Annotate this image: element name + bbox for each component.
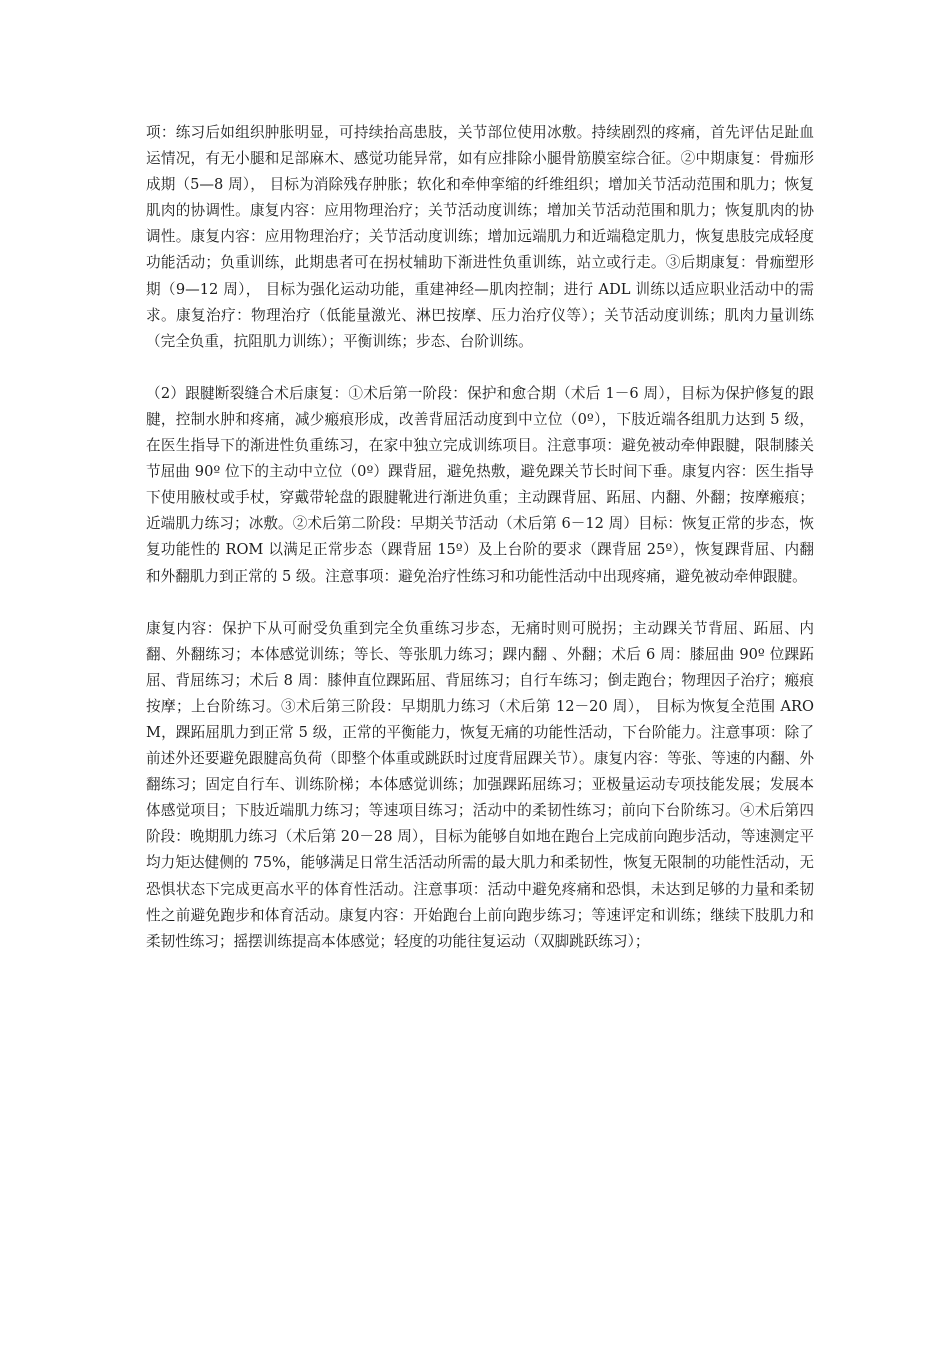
paragraph-achilles-repair-phase-1-2: （2）跟腱断裂缝合术后康复：①术后第一阶段：保护和愈合期（术后 1－6 周），目标为保护修复的跟腱，控制水肿和疼痛，减少瘢痕形成，改善背屈活动度到中立位（0º），下肢近端各组肌力达到 5 级，在医生指导下的渐进性负重练习，在家中独立完成训练项目。注意事项：避免被动牵伸跟腱，限制膝关节屈曲 90º 位下的主动中立位（0º）踝背屈，避免热敷，避免踝关节长时间下垂。康复内容：医生指导下使用腋杖或手杖，穿戴带轮盘的跟腱靴进行渐进负重；主动踝背屈、跖屈、内翻、外翻；按摩瘢痕；近端肌力练习；冰敷。②术后第二阶段：早期关节活动（术后第 6－12 周）目标：恢复正常的步态，恢复功能性的 ROM 以满足正常步态（踝背屈 15º）及上台阶的要求（踝背屈 25º），恢复踝背屈、内翻和外翻肌力到正常的 5 级。注意事项：避免治疗性练习和功能性活动中出现疼痛，避免被动牵伸跟腱。 [146, 384, 814, 585]
paragraph-fracture-rehab-phases: 项：练习后如组织肿胀明显，可持续抬高患肢，关节部位使用冰敷。持续剧烈的疼痛，首先评估足趾血运情况，有无小腿和足部麻木、感觉功能异常，如有应排除小腿骨筋膜室综合征。②中期康复：骨痂形成期（5—8 周）， 目标为消除残存肿胀；软化和牵伸挛缩的纤维组织；增加关节活动范围和肌力；恢复肌肉的协调性。康复内容：应用物理治疗；关节活动度训练；增加关节活动范围和肌力；恢复肌肉的协调性。康复内容：应用物理治疗；关节活动度训练；增加远端肌力和近端稳定肌力，恢复患肢完成轻度功能活动；负重训练，此期患者可在拐杖辅助下渐进性负重训练，站立或行走。③后期康复：骨痂塑形期（9—12 周）， 目标为强化运动功能，重建神经—肌肉控制；进行 ADL 训练以适应职业活动中的需求。康复治疗：物理治疗（低能量激光、淋巴按摩、压力治疗仪等）；关节活动度训练；肌肉力量训练（完全负重，抗阻肌力训练）；平衡训练；步态、台阶训练。 [146, 124, 814, 350]
document-body [146, 120, 814, 955]
paragraph-achilles-repair-phase-2-4: 康复内容：保护下从可耐受负重到完全负重练习步态，无痛时则可脱拐；主动踝关节背屈、跖屈、内翻、外翻练习；本体感觉训练；等长、等张肌力练习；踝内翻 、外翻；术后 6 周：膝屈曲 90º 位踝跖屈、背屈练习；术后 8 周：膝伸直位踝跖屈、背屈练习；自行车练习；倒走跑台；物理因子治疗；瘢痕按摩；上台阶练习。③术后第三阶段：早期肌力练习（术后第 12－20 周）， 目标为恢复全范围 AROM，踝跖屈肌力到正常 5 级，正常的平衡能力，恢复无痛的功能性活动，下台阶能力。注意事项：除了前述外还要避免跟腱高负荷（即整个体重或跳跃时过度背屈踝关节）。康复内容：等张、等速的内翻、外翻练习；固定自行车、训练阶梯；本体感觉训练；加强踝跖屈练习；亚极量运动专项技能发展；发展本体感觉项目；下肢近端肌力练习；等速项目练习；活动中的柔韧性练习；前向下台阶练习。④术后第四阶段：晚期肌力练习（术后第 20－28 周），目标为能够自如地在跑台上完成前向跑步活动，等速测定平均力矩达健侧的 75%，能够满足日常生活活动所需的最大肌力和柔韧性，恢复无限制的功能性活动，无恐惧状态下完成更高水平的体育性活动。注意事项：活动中避免疼痛和恐惧，未达到足够的力量和柔韧性之前避免跑步和体育活动。康复内容：开始跑台上前向跑步练习；等速评定和训练；继续下肢肌力和柔韧性练习；摇摆训练提高本体感觉；轻度的功能往复运动（双脚跳跃练习）； [146, 619, 814, 950]
